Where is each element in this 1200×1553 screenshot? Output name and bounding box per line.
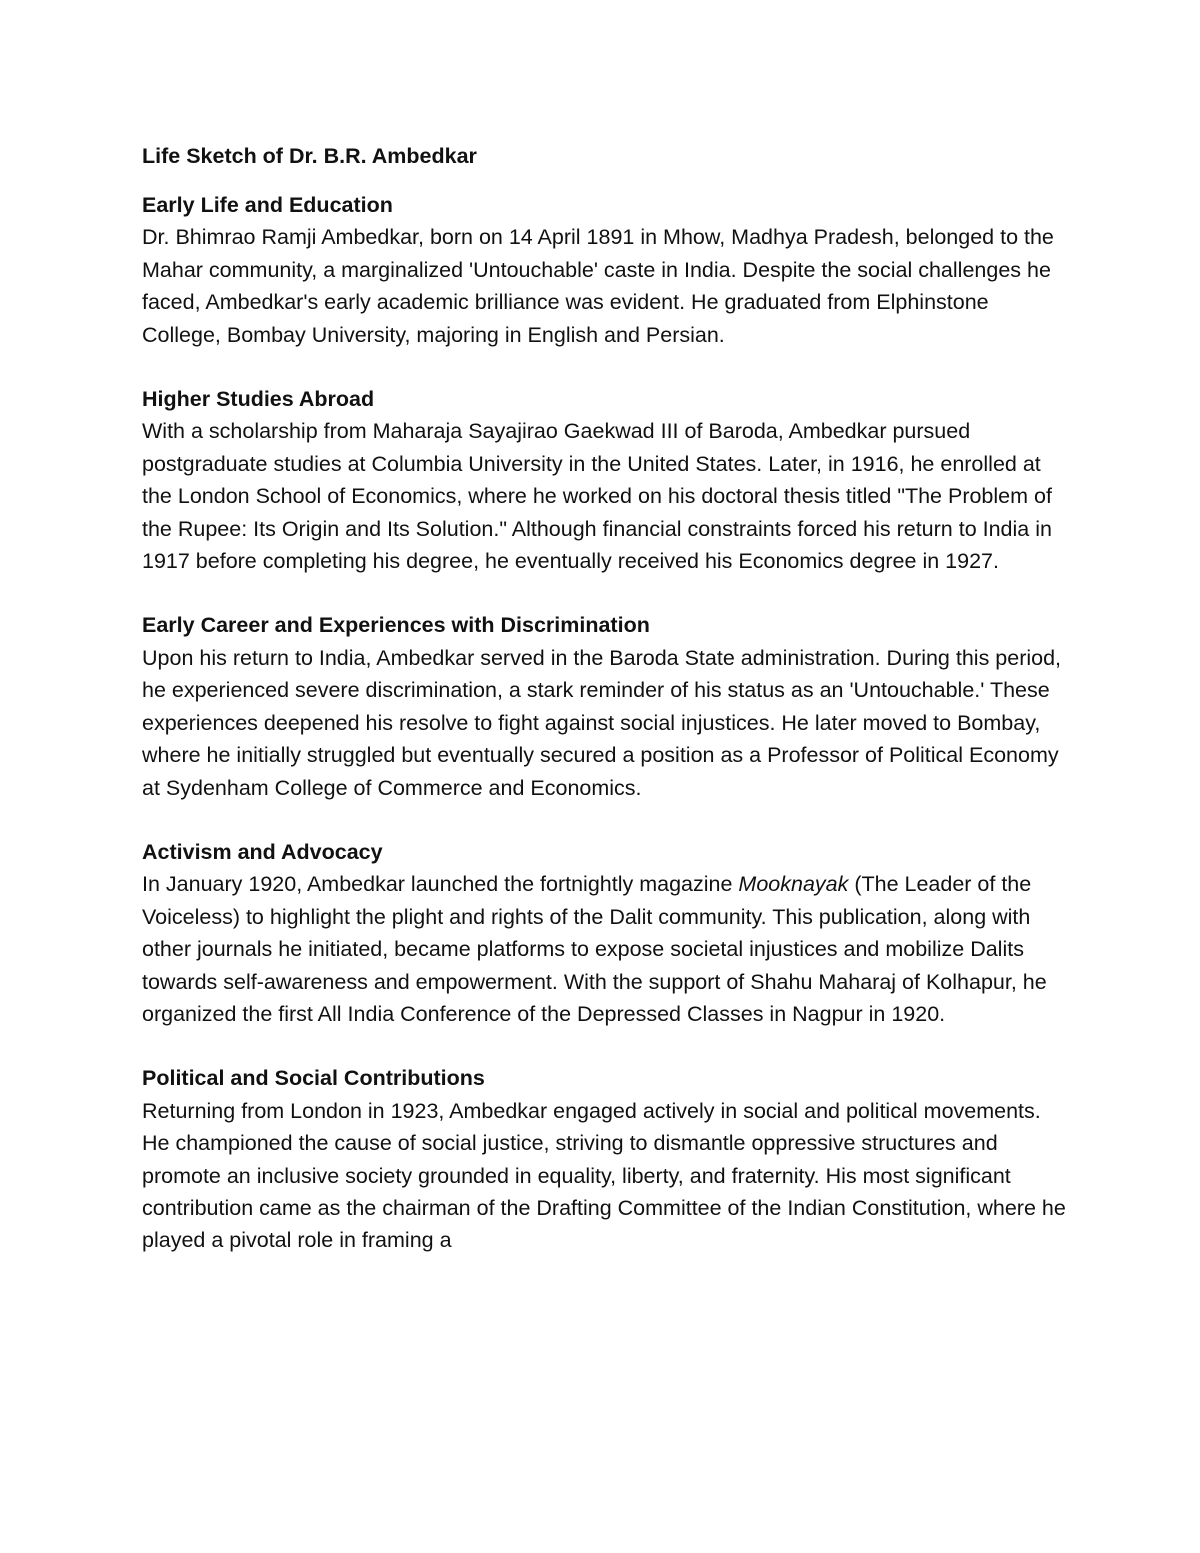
section-heading: Political and Social Contributions xyxy=(142,1066,485,1091)
document-title: Life Sketch of Dr. B.R. Ambedkar xyxy=(142,144,477,168)
document-page xyxy=(142,140,1072,1289)
section-political-contributions xyxy=(142,1062,1072,1256)
section-activism xyxy=(142,836,1072,1030)
body-text: (The Leader of the Voiceless) to highlight the plight and rights of the Dalit community. This publication, along with other journals he initiated, became platforms to expose societal injustices and mobilize Dalits towards self-awareness and empowerment. With the support of Shahu Maharaj of Kolhapur, he organized the first All India Conference of the Depressed Classes in Nagpur in 1920. xyxy=(142,872,1047,1026)
section-heading: Early Career and Experiences with Discrimination xyxy=(142,613,650,638)
section-early-life xyxy=(142,189,1072,351)
section-early-career xyxy=(142,609,1072,803)
section-heading: Activism and Advocacy xyxy=(142,839,383,864)
section-heading: Higher Studies Abroad xyxy=(142,387,375,412)
section-higher-studies xyxy=(142,383,1072,577)
section-heading: Early Life and Education xyxy=(142,193,393,217)
magazine-title: Mooknayak xyxy=(738,872,849,897)
section-body: Returning from London in 1923, Ambedkar engaged actively in social and political movements. He championed the cause of social justice, striving to dismantle oppressive structures and promote an inclusive society grounded in equality, liberty, and fraternity. His most significant contribution came as the chairman of the Drafting Committee of the Indian Constitution, where he played a pivotal role in framing a xyxy=(142,1098,1066,1253)
body-text: In January 1920, Ambedkar launched the fortnightly magazine xyxy=(142,872,739,897)
section-body: Dr. Bhimrao Ramji Ambedkar, born on 14 April 1891 in Mhow, Madhya Pradesh, belonged to the Mahar community, a marginalized 'Untouchable' caste in India. Despite the social challenges he faced, Ambedkar's early academic brilliance was evident. He graduated from Elphinstone College, Bombay University, majoring in English and Persian. xyxy=(142,225,1054,347)
section-body: Upon his return to India, Ambedkar served in the Baroda State administration. During this period, he experienced severe discrimination, a stark reminder of his status as an 'Untouchable.' These experiences deepened his resolve to fight against social injustices. He later moved to Bombay, where he initially struggled but eventually secured a position as a Professor of Political Economy at Sydenham College of Commerce and Economics. xyxy=(142,645,1062,800)
section-body: With a scholarship from Maharaja Sayajirao Gaekwad III of Baroda, Ambedkar pursued postgraduate studies at Columbia University in the United States. Later, in 1916, he enrolled at the London School of Economics, where he worked on his doctoral thesis titled "The Problem of the Rupee: Its Origin and Its Solution." Although financial constraints forced his return to India in 1917 before completing his degree, he eventually received his Economics degree in 1927. xyxy=(142,419,1052,574)
section-body xyxy=(142,868,1072,1030)
